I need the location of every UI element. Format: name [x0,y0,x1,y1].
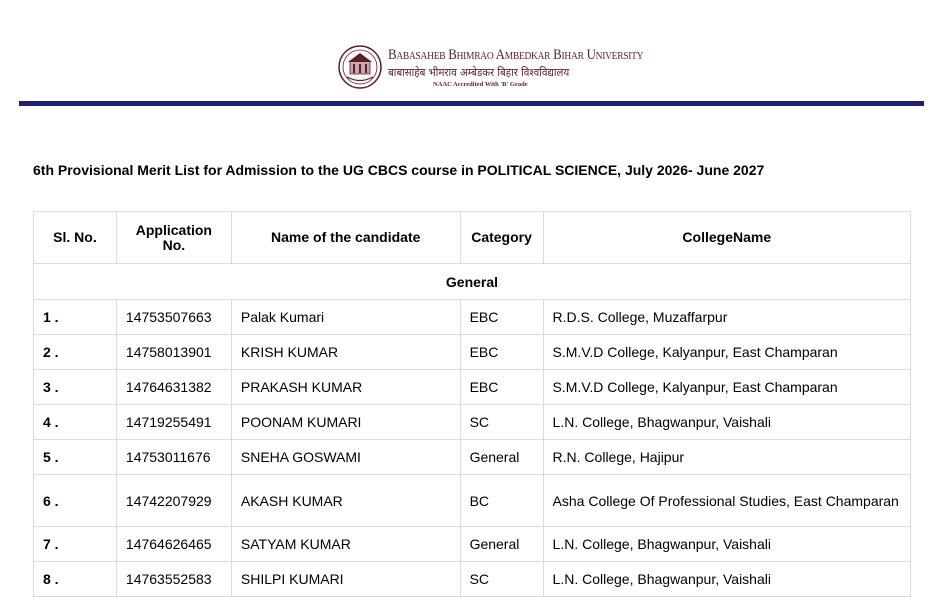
cell-category: SC [460,405,543,440]
university-name-english: Babasaheb Bhimrao Ambedkar Bihar University [388,47,644,63]
cell-candidate-name: SHILPI KUMARI [231,562,460,597]
cell-candidate-name: SNEHA GOSWAMI [231,440,460,475]
cell-college-name: R.N. College, Hajipur [543,440,910,475]
table-row [34,370,911,405]
table-header-row [34,212,911,264]
university-logo [335,42,644,92]
cell-sl-no: 4 . [34,405,117,440]
cell-candidate-name: KRISH KUMAR [231,335,460,370]
cell-application-no: 14764626465 [116,527,231,562]
cell-sl-no: 7 . [34,527,117,562]
table-row [34,405,911,440]
cell-category: EBC [460,370,543,405]
cell-candidate-name: AKASH KUMAR [231,475,460,527]
cell-category: SC [460,562,543,597]
table-row [34,475,911,527]
cell-candidate-name: PRAKASH KUMAR [231,370,460,405]
university-name-hindi: बाबासाहेब भीमराव अम्बेडकर बिहार विश्वविद्यालय [388,66,570,79]
cell-sl-no: 5 . [34,440,117,475]
table-row [34,562,911,597]
cell-application-no: 14758013901 [116,335,231,370]
table-row [34,335,911,370]
cell-category: EBC [460,300,543,335]
cell-college-name: Asha College Of Professional Studies, East Champaran [543,475,910,527]
cell-application-no: 14753507663 [116,300,231,335]
cell-sl-no: 3 . [34,370,117,405]
header-college-name: CollegeName [543,212,910,264]
cell-application-no: 14719255491 [116,405,231,440]
table-row [34,527,911,562]
cell-candidate-name: SATYAM KUMAR [231,527,460,562]
header-divider [19,101,924,106]
accreditation-text: NAAC Accredited With 'B' Grade [433,81,528,88]
cell-application-no: 14753011676 [116,440,231,475]
cell-sl-no: 1 . [34,300,117,335]
merit-list-table [33,211,911,597]
table-row [34,440,911,475]
cell-application-no: 14764631382 [116,370,231,405]
group-label: General [34,264,911,300]
cell-category: General [460,440,543,475]
header-application-no: Application No. [116,212,231,264]
page-title: 6th Provisional Merit List for Admission to the UG CBCS course in POLITICAL SCIENCE, July 2026- June 2027 [33,162,765,178]
group-row [34,264,911,300]
cell-sl-no: 6 . [34,475,117,527]
header-category: Category [460,212,543,264]
cell-application-no: 14742207929 [116,475,231,527]
cell-application-no: 14763552583 [116,562,231,597]
cell-college-name: L.N. College, Bhagwanpur, Vaishali [543,405,910,440]
university-seal-icon [335,44,385,90]
cell-category: General [460,527,543,562]
header-sl-no: Sl. No. [34,212,117,264]
cell-sl-no: 8 . [34,562,117,597]
cell-candidate-name: POONAM KUMARI [231,405,460,440]
cell-college-name: S.M.V.D College, Kalyanpur, East Champaran [543,335,910,370]
cell-college-name: S.M.V.D College, Kalyanpur, East Champaran [543,370,910,405]
cell-category: BC [460,475,543,527]
cell-college-name: R.D.S. College, Muzaffarpur [543,300,910,335]
page-header [0,0,931,100]
table-row [34,300,911,335]
cell-college-name: L.N. College, Bhagwanpur, Vaishali [543,527,910,562]
cell-sl-no: 2 . [34,335,117,370]
cell-candidate-name: Palak Kumari [231,300,460,335]
header-candidate-name: Name of the candidate [231,212,460,264]
cell-college-name: L.N. College, Bhagwanpur, Vaishali [543,562,910,597]
cell-category: EBC [460,335,543,370]
